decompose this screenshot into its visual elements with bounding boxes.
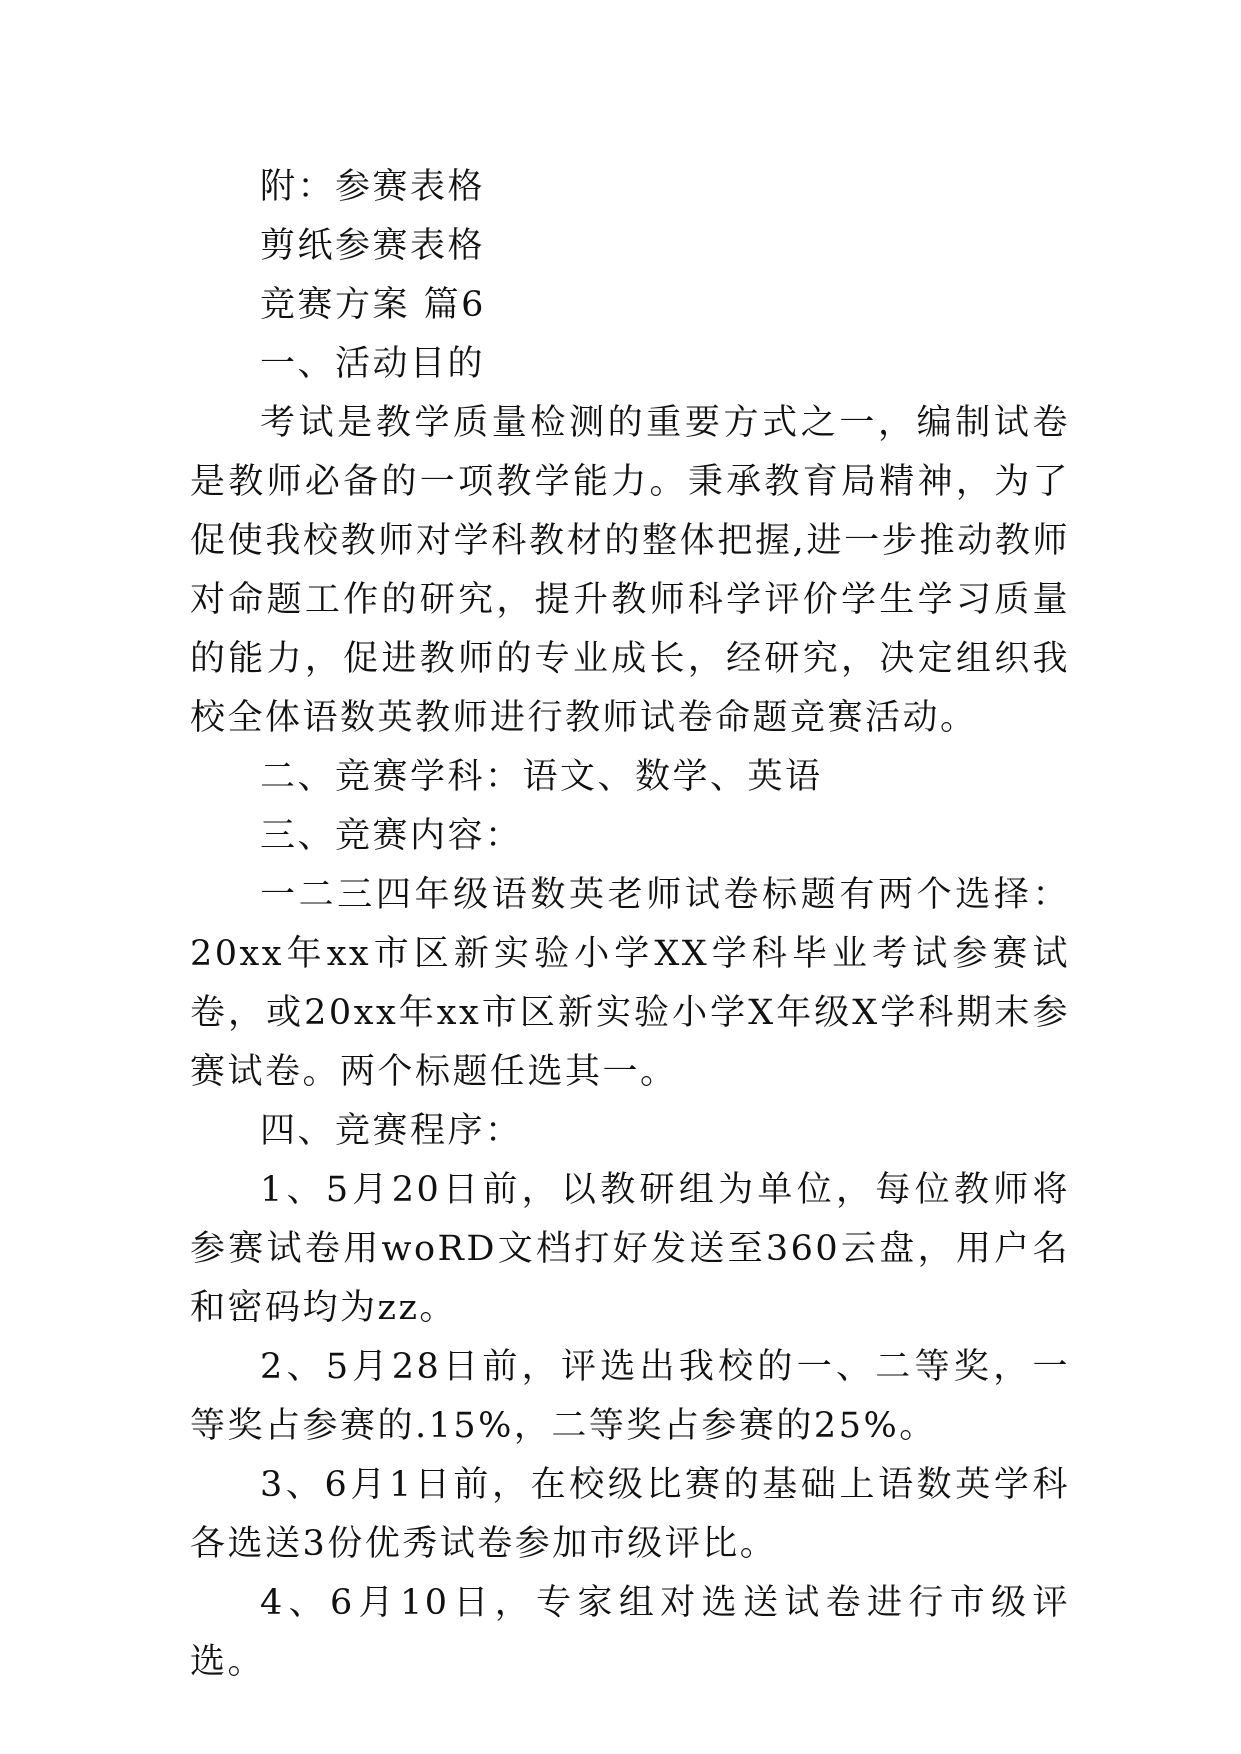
document-body — [190, 158, 1070, 1692]
heading-subjects: 二、竞赛学科：语文、数学、英语 — [260, 757, 823, 797]
procedure-step-2: 2、5月28日前，评选出我校的一、二等奖，一等奖占参赛的.15%，二等奖占参赛的25%。 — [190, 1347, 1070, 1446]
section-title: 竞赛方案 篇6 — [260, 285, 486, 325]
heading-content: 三、竞赛内容： — [260, 816, 523, 856]
procedure-step-3: 3、6月1日前，在校级比赛的基础上语数英学科各选送3份优秀试卷参加市级评比。 — [190, 1465, 1070, 1564]
heading-procedure: 四、竞赛程序： — [260, 1111, 523, 1151]
heading-purpose: 一、活动目的 — [260, 344, 486, 384]
procedure-step-1: 1、5月20日前，以教研组为单位，每位教师将参赛试卷用woRD文档打好发送至360云盘，用户名和密码均为zz。 — [190, 1170, 1070, 1328]
paragraph-content: 一二三四年级语数英老师试卷标题有两个选择：20xx年xx市区新实验小学XX学科毕业考试参赛试卷，或20xx年xx市区新实验小学X年级X学科期末参赛试卷。两个标题任选其一。 — [190, 875, 1070, 1092]
paragraph-purpose: 考试是教学质量检测的重要方式之一，编制试卷是教师必备的一项教学能力。秉承教育局精神，为了促使我校教师对学科教材的整体把握,进一步推动教师对命题工作的研究，提升教师科学评价学生学习质量的能力，促进教师的专业成长，经研究，决定组织我校全体语数英教师进行教师试卷命题竞赛活动。 — [190, 403, 1070, 738]
attachment-heading: 附：参赛表格 — [260, 167, 486, 207]
procedure-step-4: 4、6月10日，专家组对选送试卷进行市级评选。 — [190, 1583, 1070, 1682]
papercut-form-title: 剪纸参赛表格 — [260, 226, 486, 266]
